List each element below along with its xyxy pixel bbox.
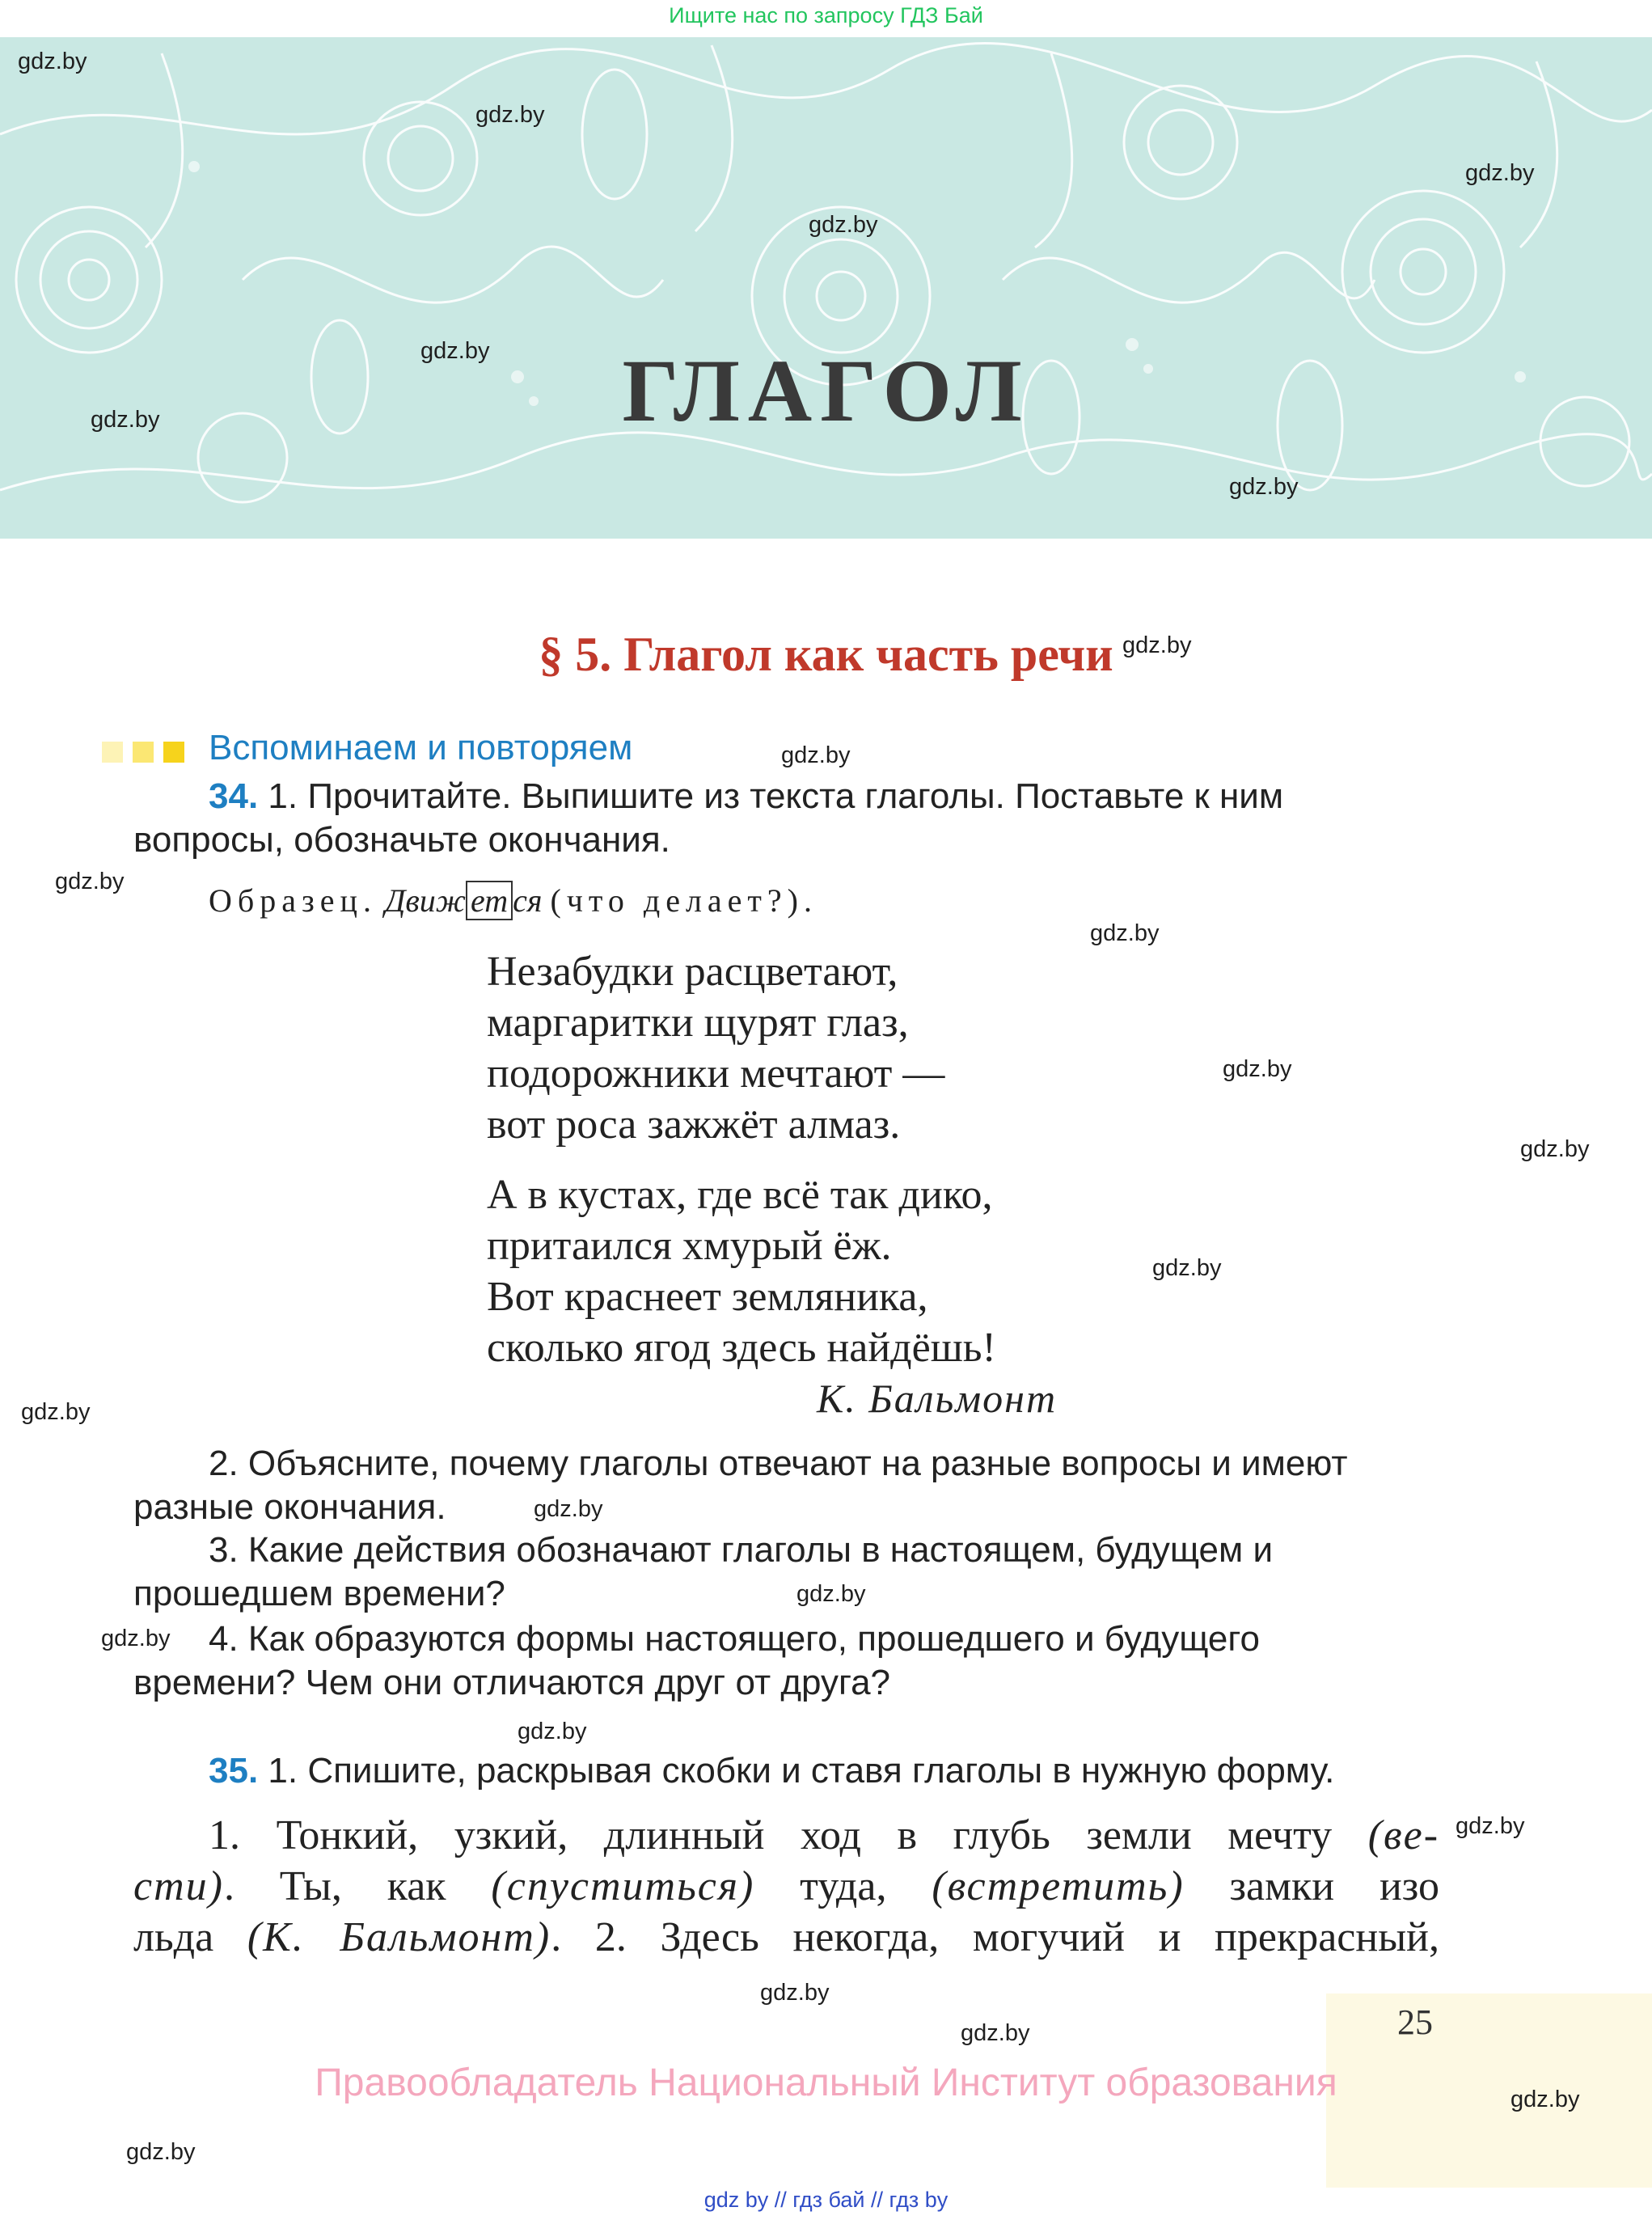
watermark: gdz.by	[518, 1719, 587, 1744]
watermark: gdz.by	[101, 1626, 171, 1651]
question-4-line1: 4. Как образуются формы настоящего, прошедшего и будущего	[209, 1619, 1260, 1659]
text-fragment: . 2. Здесь некогда, могучий и прекрасный,	[551, 1914, 1439, 1960]
bracketed-verb: сти)	[133, 1863, 224, 1909]
footer-links[interactable]: gdz by // гдз бай // гдз by	[703, 2188, 949, 2212]
page-number: 25	[1397, 2002, 1433, 2042]
watermark: gdz.by	[1456, 1813, 1525, 1839]
question-2-line1: 2. Объясните, почему глаголы отвечают на разные вопросы и имеют	[209, 1444, 1348, 1483]
task-text: 1. Прочитайте. Выпишите из текста глаголы. Поставьте к ним	[268, 776, 1284, 816]
poem-author: К. Бальмонт	[817, 1376, 1058, 1421]
poem-line: Вот краснеет земляника,	[487, 1274, 928, 1320]
poem-stanza-1	[487, 946, 944, 1150]
text-fragment: замки изо	[1229, 1863, 1440, 1909]
exercise-number: 34.	[209, 776, 259, 816]
watermark: gdz.by	[1510, 2087, 1580, 2112]
question-2-line2: разные окончания.	[133, 1487, 446, 1527]
watermark: gdz.by	[126, 2139, 196, 2165]
watermark: gdz.by	[55, 869, 125, 894]
watermark: gdz.by	[420, 338, 490, 364]
poem-line: подорожники мечтают —	[487, 1051, 945, 1097]
chapter-title: ГЛАГОЛ	[622, 341, 1030, 440]
watermark: gdz.by	[1122, 632, 1192, 658]
watermark: gdz.by	[534, 1496, 603, 1522]
sample-label: Образец.	[209, 882, 377, 919]
watermark: gdz.by	[961, 2020, 1030, 2046]
marker-square	[133, 742, 154, 763]
watermark: gdz.by	[1223, 1056, 1292, 1082]
marker-square	[102, 742, 123, 763]
text-fragment: льда	[133, 1914, 214, 1960]
question-3-line2: прошедшем времени?	[133, 1574, 505, 1613]
watermark: gdz.by	[809, 212, 878, 238]
bracketed-source: (К. Бальмонт)	[247, 1914, 551, 1960]
text-line	[133, 1912, 1439, 1963]
poem-line: вот роса зажжёт алмаз.	[487, 1101, 901, 1148]
floral-pattern	[0, 37, 1652, 539]
poem-line: сколько ягод здесь найдёшь!	[487, 1325, 996, 1371]
poem-line: маргаритки щурят глаз,	[487, 1000, 909, 1046]
watermark: gdz.by	[475, 102, 545, 128]
watermark: gdz.by	[91, 407, 160, 433]
sample-stem: Движ	[384, 882, 466, 919]
exercise-34-task-line2: вопросы, обозначьте окончания.	[133, 820, 670, 860]
bracketed-verb: (встретить)	[932, 1863, 1185, 1909]
watermark: gdz.by	[781, 742, 851, 768]
sample-question: (что делает?).	[550, 882, 818, 919]
sample-suffix: ся	[513, 882, 543, 919]
question-3-line1: 3. Какие действия обозначают глаголы в настоящем, будущем и	[209, 1530, 1274, 1570]
paragraph-title: § 5. Глагол как часть речи	[539, 628, 1113, 681]
text-fragment: 1. Тонкий, узкий, длинный ход в глубь земли мечту	[209, 1812, 1333, 1858]
watermark: gdz.by	[1090, 920, 1160, 946]
watermark: gdz.by	[1520, 1136, 1590, 1162]
watermark: gdz.by	[1152, 1255, 1222, 1281]
exercise-35-text	[133, 1810, 1439, 1963]
section-marker	[102, 742, 194, 767]
watermark: gdz.by	[1229, 474, 1299, 500]
text-line	[133, 1861, 1439, 1912]
sample	[209, 882, 818, 920]
question-4-line2: времени? Чем они отличаются друг от друга?	[133, 1663, 891, 1702]
watermark: gdz.by	[1465, 160, 1535, 186]
exercise-35-task	[209, 1749, 1334, 1793]
text-fragment: . Ты, как	[223, 1863, 446, 1909]
poem-stanza-2	[487, 1169, 996, 1373]
section-heading: Вспоминаем и повторяем	[209, 728, 633, 767]
marker-square	[163, 742, 184, 763]
task-text: 1. Спишите, раскрывая скобки и ставя глаголы в нужную форму.	[268, 1751, 1335, 1791]
sample-ending-box: ет	[466, 881, 513, 920]
bracketed-verb: (спуститься)	[491, 1863, 755, 1909]
ornamental-banner	[0, 37, 1652, 539]
poem-line: притаился хмурый ёж.	[487, 1223, 892, 1269]
watermark: gdz.by	[21, 1399, 91, 1425]
exercise-number: 35.	[209, 1751, 259, 1791]
text-fragment: туда,	[800, 1863, 887, 1909]
watermark: gdz.by	[760, 1980, 830, 2006]
text-line	[133, 1810, 1439, 1861]
watermark: gdz.by	[18, 49, 87, 74]
watermark: gdz.by	[796, 1581, 866, 1607]
bracketed-verb: (ве-	[1367, 1812, 1440, 1858]
exercise-34-task-line1	[209, 775, 1442, 818]
copyright-notice: Правообладатель Национальный Институт образования	[315, 2061, 1337, 2104]
poem-line: А в кустах, где всё так дико,	[487, 1172, 993, 1218]
top-note: Ищите нас по запросу ГДЗ Бай	[669, 3, 983, 27]
poem-line: Незабудки расцветают,	[487, 949, 898, 995]
